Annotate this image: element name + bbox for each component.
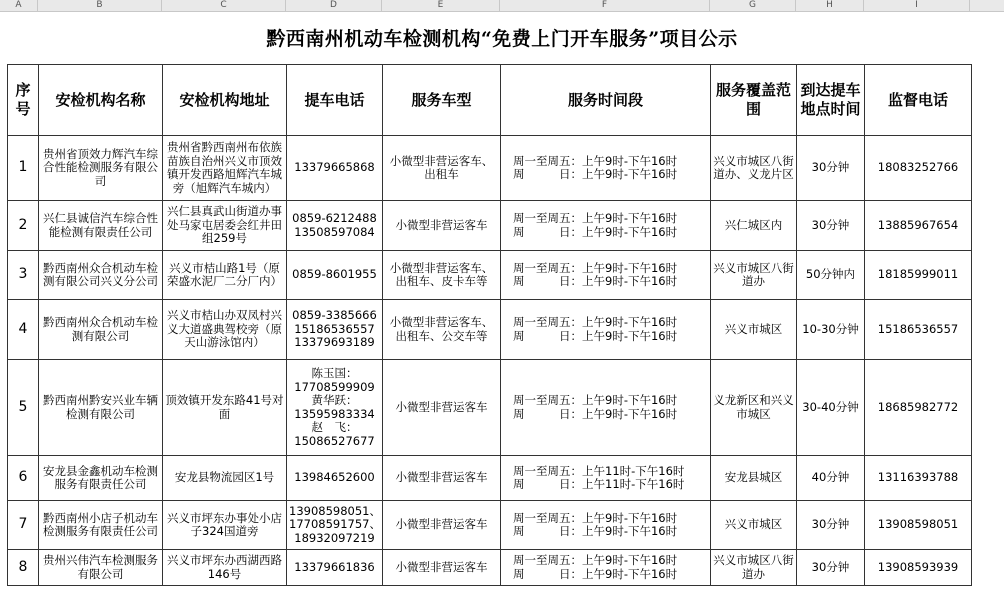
cell-name[interactable]: 黔西南州黔安兴业车辆检测有限公司 (39, 360, 163, 456)
cell-name[interactable]: 黔西南州小店子机动车检测服务有限责任公司 (39, 501, 163, 550)
time-weekday: 周一至周五：上午9时-下午16时 (513, 153, 678, 168)
column-letter-i[interactable]: I (864, 0, 970, 11)
header-row (8, 65, 972, 136)
cell-no[interactable]: 5 (8, 360, 39, 456)
header-name[interactable]: 安检机构名称 (39, 65, 163, 136)
column-letter-a[interactable]: A (0, 0, 38, 11)
table-row (8, 300, 972, 360)
cell-types[interactable]: 小微型非营运客车 (383, 201, 501, 251)
cell-phone[interactable]: 0859-8601955 (287, 251, 383, 300)
cell-time[interactable] (501, 251, 711, 300)
inspection-table (7, 64, 972, 586)
header-no[interactable]: 序号 (8, 65, 39, 136)
column-letter-d[interactable]: D (286, 0, 382, 11)
table-row (8, 456, 972, 501)
cell-time[interactable] (501, 550, 711, 586)
cell-phone[interactable]: 13379665868 (287, 136, 383, 201)
cell-address[interactable]: 兴义市坪东办事处小店子324国道旁 (163, 501, 287, 550)
time-sunday: 周 日：上午9时-下午16时 (513, 274, 678, 288)
cell-coverage[interactable]: 兴义市城区八街道办、义龙片区 (711, 136, 797, 201)
cell-types[interactable]: 小微型非营运客车 (383, 360, 501, 456)
cell-types[interactable]: 小微型非营运客车、出租车 (383, 136, 501, 201)
cell-phone[interactable]: 13379661836 (287, 550, 383, 586)
time-sunday: 周 日：上午9时-下午16时 (513, 406, 678, 421)
header-time[interactable]: 服务时间段 (501, 65, 711, 136)
cell-time[interactable] (501, 360, 711, 456)
cell-coverage[interactable]: 兴义市城区八街道办 (711, 251, 797, 300)
cell-supervise[interactable]: 18185999011 (865, 251, 972, 300)
cell-time[interactable] (501, 201, 711, 251)
cell-supervise[interactable]: 15186536557 (865, 300, 972, 360)
cell-time[interactable] (501, 456, 711, 501)
time-sunday: 周 日：上午9时-下午16时 (513, 524, 678, 538)
header-supervise[interactable]: 监督电话 (865, 65, 972, 136)
cell-name[interactable]: 贵州省顶效力辉汽车综合性能检测服务有限公司 (39, 136, 163, 201)
cell-no[interactable]: 7 (8, 501, 39, 550)
header-types[interactable]: 服务车型 (383, 65, 501, 136)
cell-coverage[interactable]: 义龙新区和兴义市城区 (711, 360, 797, 456)
cell-address[interactable]: 贵州省黔西南州布依族苗族自治州兴义市顶效镇开发西路旭辉汽车城旁（旭辉汽车城内） (163, 136, 287, 201)
table-row (8, 501, 972, 550)
header-arrive[interactable]: 到达提车地点时间 (797, 65, 865, 136)
table-row (8, 136, 972, 201)
cell-phone[interactable]: 13908598051、17708591757、18932097219 (287, 501, 383, 550)
column-letter-c[interactable]: C (162, 0, 286, 11)
column-letter-h[interactable]: H (796, 0, 864, 11)
table-row (8, 360, 972, 456)
header-coverage[interactable]: 服务覆盖范围 (711, 65, 797, 136)
cell-name[interactable]: 黔西南州众合机动车检测有限公司兴义分公司 (39, 251, 163, 300)
cell-supervise[interactable]: 13116393788 (865, 456, 972, 501)
column-letter-b[interactable]: B (38, 0, 162, 11)
time-weekday: 周一至周五：上午9时-下午16时 (513, 393, 678, 407)
cell-arrive[interactable]: 30-40分钟 (797, 360, 865, 456)
cell-types[interactable]: 小微型非营运客车、出租车、皮卡车等 (383, 251, 501, 300)
cell-coverage[interactable]: 兴义市城区 (711, 300, 797, 360)
cell-address[interactable]: 兴义市桔山路1号（原荣盛水泥厂二分厂内） (163, 251, 287, 300)
cell-name[interactable]: 黔西南州众合机动车检测有限公司 (39, 300, 163, 360)
cell-types[interactable]: 小微型非营运客车 (383, 456, 501, 501)
cell-no[interactable]: 6 (8, 456, 39, 501)
time-weekday: 周一至周五：上午9时-下午16时 (513, 510, 678, 525)
time-sunday: 周 日：上午9时-下午16时 (513, 167, 678, 181)
time-sunday: 周 日：上午9时-下午16时 (513, 224, 678, 239)
cell-supervise[interactable]: 13908598051 (865, 501, 972, 550)
column-letter-g[interactable]: G (710, 0, 796, 11)
cell-types[interactable]: 小微型非营运客车 (383, 501, 501, 550)
cell-coverage[interactable]: 安龙县城区 (711, 456, 797, 501)
cell-supervise[interactable]: 18685982772 (865, 360, 972, 456)
cell-supervise[interactable]: 13908593939 (865, 550, 972, 586)
cell-name[interactable]: 兴仁县诚信汽车综合性能检测有限责任公司 (39, 201, 163, 251)
column-letter-f[interactable]: F (500, 0, 710, 11)
cell-name[interactable]: 安龙县金鑫机动车检测服务有限责任公司 (39, 456, 163, 501)
header-phone[interactable]: 提车电话 (287, 65, 383, 136)
cell-no[interactable]: 3 (8, 251, 39, 300)
time-weekday: 周一至周五：上午11时-下午16时 (513, 463, 685, 478)
time-weekday: 周一至周五：上午9时-下午16时 (513, 260, 678, 275)
header-address[interactable]: 安检机构地址 (163, 65, 287, 136)
cell-coverage[interactable]: 兴仁城区内 (711, 201, 797, 251)
time-weekday: 周一至周五：上午9时-下午16时 (513, 211, 678, 225)
cell-arrive[interactable]: 10-30分钟 (797, 300, 865, 360)
cell-address[interactable]: 兴义市桔山办双凤村兴义大道盛典驾校旁（原天山游泳馆内） (163, 300, 287, 360)
cell-address[interactable]: 兴仁县真武山街道办事处马家屯居委会红井田组259号 (163, 201, 287, 251)
cell-time[interactable] (501, 300, 711, 360)
cell-address[interactable]: 安龙县物流园区1号 (163, 456, 287, 501)
cell-types[interactable]: 小微型非营运客车、出租车、公交车等 (383, 300, 501, 360)
time-weekday: 周一至周五：上午9时-下午16时 (513, 315, 678, 329)
cell-no[interactable]: 4 (8, 300, 39, 360)
table-row (8, 550, 972, 586)
cell-phone[interactable]: 13984652600 (287, 456, 383, 501)
cell-types[interactable]: 小微型非营运客车 (383, 550, 501, 586)
cell-name[interactable]: 贵州兴伟汽车检测服务有限公司 (39, 550, 163, 586)
column-letter-e[interactable]: E (382, 0, 500, 11)
cell-time[interactable] (501, 501, 711, 550)
time-sunday: 周 日：上午9时-下午16时 (513, 328, 678, 343)
cell-arrive[interactable]: 30分钟 (797, 201, 865, 251)
cell-no[interactable]: 8 (8, 550, 39, 586)
time-weekday: 周一至周五：上午9时-下午16时 (513, 553, 678, 567)
cell-arrive[interactable]: 30分钟 (797, 501, 865, 550)
cell-address[interactable]: 顶效镇开发东路41号对面 (163, 360, 287, 456)
cell-no[interactable]: 2 (8, 201, 39, 251)
table-row (8, 201, 972, 251)
cell-coverage[interactable]: 兴义市城区 (711, 501, 797, 550)
cell-arrive[interactable]: 30分钟 (797, 136, 865, 201)
cell-supervise[interactable]: 18083252766 (865, 136, 972, 201)
cell-address[interactable]: 兴义市坪东办西湖西路146号 (163, 550, 287, 586)
page-title: 黔西南州机动车检测机构“免费上门开车服务”项目公示 (266, 28, 738, 50)
cell-arrive[interactable]: 30分钟 (797, 550, 865, 586)
cell-phone[interactable]: 0859-3385666 15186536557 13379693189 (287, 300, 383, 360)
cell-coverage[interactable]: 兴义市城区八街道办 (711, 550, 797, 586)
time-sunday: 周 日：上午11时-下午16时 (513, 477, 685, 491)
cell-supervise[interactable]: 13885967654 (865, 201, 972, 251)
cell-phone[interactable]: 0859-6212488 13508597084 (287, 201, 383, 251)
cell-phone[interactable]: 陈玉国：17708599909 黄华跃：13595983334 赵 飞：15086527677 (287, 360, 383, 456)
time-sunday: 周 日：上午9时-下午16时 (513, 566, 678, 581)
cell-arrive[interactable]: 40分钟 (797, 456, 865, 501)
column-header-bar (0, 0, 1004, 12)
cell-arrive[interactable]: 50分钟内 (797, 251, 865, 300)
cell-time[interactable] (501, 136, 711, 201)
cell-no[interactable]: 1 (8, 136, 39, 201)
table-row (8, 251, 972, 300)
